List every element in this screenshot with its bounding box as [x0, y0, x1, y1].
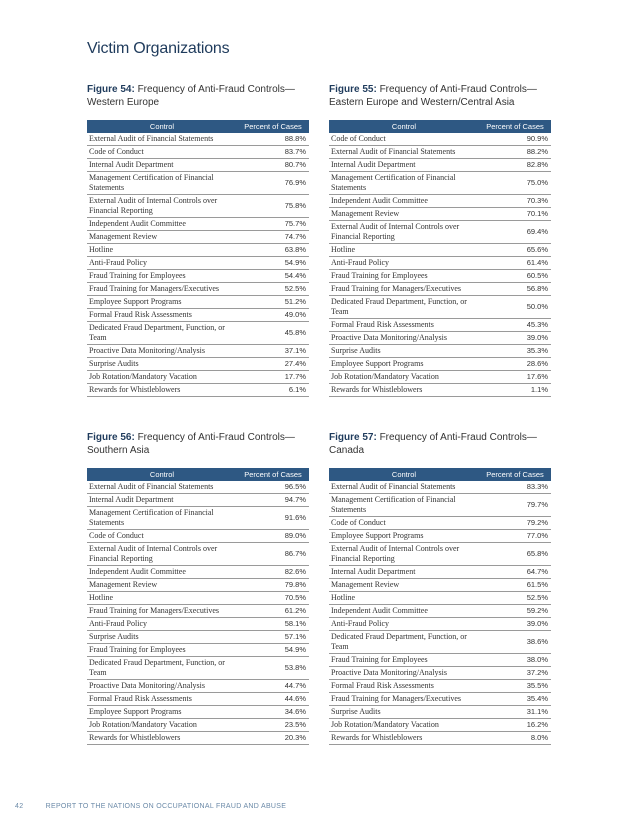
table-row	[329, 481, 551, 494]
figure-title	[329, 432, 551, 468]
page-footer	[15, 803, 286, 810]
control-cell: Formal Fraud Risk Assessments	[87, 309, 237, 322]
percent-cell: 75.8%	[237, 195, 309, 218]
control-cell: Surprise Audits	[329, 706, 479, 719]
percent-cell: 59.2%	[479, 605, 551, 618]
table-row	[329, 296, 551, 319]
control-cell: Employee Support Programs	[329, 530, 479, 543]
percent-cell: 54.9%	[237, 644, 309, 657]
table-row	[329, 732, 551, 745]
control-cell: Proactive Data Monitoring/Analysis	[329, 332, 479, 345]
control-cell: External Audit of Financial Statements	[329, 481, 479, 494]
table-row	[329, 543, 551, 566]
table-row	[87, 605, 309, 618]
table-row	[87, 218, 309, 231]
table-row	[87, 543, 309, 566]
table-row	[87, 384, 309, 397]
percent-cell: 39.0%	[479, 332, 551, 345]
control-cell: External Audit of Internal Controls over Financial Reporting	[329, 221, 479, 244]
percent-cell: 83.7%	[237, 146, 309, 159]
table-row	[329, 719, 551, 732]
figure-number: Figure 55:	[329, 84, 377, 95]
table-row	[87, 693, 309, 706]
table-row	[329, 221, 551, 244]
percent-cell: 37.1%	[237, 345, 309, 358]
percent-cell: 82.6%	[237, 566, 309, 579]
table-row	[87, 631, 309, 644]
percent-cell: 50.0%	[479, 296, 551, 319]
control-cell: Fraud Training for Managers/Executives	[87, 605, 237, 618]
control-cell: Management Certification of Financial Statements	[87, 507, 237, 530]
control-cell: Rewards for Whistleblowers	[87, 384, 237, 397]
percent-cell: 88.2%	[479, 146, 551, 159]
table-row	[329, 605, 551, 618]
percent-cell: 35.5%	[479, 680, 551, 693]
percent-cell: 70.3%	[479, 195, 551, 208]
control-cell: Surprise Audits	[87, 358, 237, 371]
percent-cell: 91.6%	[237, 507, 309, 530]
table-row	[329, 706, 551, 719]
table-row	[329, 270, 551, 283]
table-row	[87, 579, 309, 592]
percent-cell: 35.4%	[479, 693, 551, 706]
table-row	[329, 667, 551, 680]
control-cell: Management Certification of Financial Statements	[87, 172, 237, 195]
percent-cell: 45.3%	[479, 319, 551, 332]
percent-cell: 70.5%	[237, 592, 309, 605]
table-row	[87, 358, 309, 371]
percent-cell: 35.3%	[479, 345, 551, 358]
control-cell: Anti-Fraud Policy	[329, 257, 479, 270]
table-row	[87, 159, 309, 172]
control-cell: Rewards for Whistleblowers	[87, 732, 237, 745]
percent-cell: 38.6%	[479, 631, 551, 654]
control-cell: Internal Audit Department	[329, 159, 479, 172]
table-row	[87, 680, 309, 693]
control-cell: Fraud Training for Employees	[329, 654, 479, 667]
figure-caption: Frequency of Anti-Fraud Controls—Eastern Europe and Western/Central Asia	[329, 84, 537, 108]
control-cell: Formal Fraud Risk Assessments	[329, 319, 479, 332]
percent-cell: 51.2%	[237, 296, 309, 309]
table-row	[87, 566, 309, 579]
control-cell: Hotline	[87, 592, 237, 605]
percent-cell: 1.1%	[479, 384, 551, 397]
table-row	[329, 146, 551, 159]
percent-cell: 61.2%	[237, 605, 309, 618]
figure-55	[329, 84, 551, 397]
table-row	[329, 680, 551, 693]
percent-cell: 69.4%	[479, 221, 551, 244]
percent-cell: 60.5%	[479, 270, 551, 283]
control-cell: Code of Conduct	[87, 146, 237, 159]
control-cell: Surprise Audits	[87, 631, 237, 644]
control-cell: Hotline	[329, 592, 479, 605]
control-cell: Independent Audit Committee	[87, 566, 237, 579]
percent-cell: 63.8%	[237, 244, 309, 257]
table-row	[87, 322, 309, 345]
control-cell: Independent Audit Committee	[87, 218, 237, 231]
table-row	[329, 332, 551, 345]
table-row	[329, 133, 551, 146]
percent-cell: 20.3%	[237, 732, 309, 745]
control-cell: Independent Audit Committee	[329, 605, 479, 618]
control-cell: Dedicated Fraud Department, Function, or Team	[329, 631, 479, 654]
percent-cell: 17.6%	[479, 371, 551, 384]
control-cell: Rewards for Whistleblowers	[329, 732, 479, 745]
control-cell: Fraud Training for Employees	[87, 270, 237, 283]
column-header-percent: Percent of Cases	[237, 468, 309, 481]
table-row	[87, 719, 309, 732]
table-row	[87, 244, 309, 257]
control-cell: Rewards for Whistleblowers	[329, 384, 479, 397]
column-header-percent: Percent of Cases	[479, 120, 551, 133]
table-row	[87, 270, 309, 283]
table-row	[87, 644, 309, 657]
table-row	[329, 172, 551, 195]
control-cell: Code of Conduct	[329, 517, 479, 530]
percent-cell: 52.5%	[479, 592, 551, 605]
percent-cell: 75.7%	[237, 218, 309, 231]
percent-cell: 75.0%	[479, 172, 551, 195]
percent-cell: 8.0%	[479, 732, 551, 745]
table-row	[329, 631, 551, 654]
control-cell: Anti-Fraud Policy	[329, 618, 479, 631]
control-cell: Internal Audit Department	[87, 494, 237, 507]
figure-number: Figure 57:	[329, 432, 377, 443]
page-number: 42	[15, 803, 24, 810]
percent-cell: 61.5%	[479, 579, 551, 592]
table-row	[87, 618, 309, 631]
control-cell: Independent Audit Committee	[329, 195, 479, 208]
control-cell: Proactive Data Monitoring/Analysis	[87, 345, 237, 358]
controls-table	[329, 120, 551, 397]
table-row	[329, 566, 551, 579]
table-row	[87, 195, 309, 218]
table-row	[87, 530, 309, 543]
control-cell: External Audit of Internal Controls over Financial Reporting	[87, 195, 237, 218]
table-row	[87, 172, 309, 195]
percent-cell: 65.6%	[479, 244, 551, 257]
table-row	[329, 257, 551, 270]
percent-cell: 83.3%	[479, 481, 551, 494]
percent-cell: 39.0%	[479, 618, 551, 631]
table-row	[329, 654, 551, 667]
percent-cell: 44.7%	[237, 680, 309, 693]
control-cell: Code of Conduct	[87, 530, 237, 543]
page-title: Victim Organizations	[87, 40, 230, 57]
table-row	[87, 146, 309, 159]
figure-title	[329, 84, 551, 120]
table-row	[329, 208, 551, 221]
percent-cell: 45.8%	[237, 322, 309, 345]
percent-cell: 53.8%	[237, 657, 309, 680]
percent-cell: 74.7%	[237, 231, 309, 244]
control-cell: Code of Conduct	[329, 133, 479, 146]
percent-cell: 34.6%	[237, 706, 309, 719]
percent-cell: 82.8%	[479, 159, 551, 172]
control-cell: Hotline	[329, 244, 479, 257]
figure-57	[329, 432, 551, 745]
table-row	[87, 494, 309, 507]
table-row	[329, 244, 551, 257]
control-cell: Anti-Fraud Policy	[87, 618, 237, 631]
control-cell: External Audit of Internal Controls over Financial Reporting	[87, 543, 237, 566]
controls-table	[87, 120, 309, 397]
control-cell: Surprise Audits	[329, 345, 479, 358]
control-cell: Fraud Training for Managers/Executives	[329, 693, 479, 706]
table-row	[329, 517, 551, 530]
percent-cell: 94.7%	[237, 494, 309, 507]
percent-cell: 23.5%	[237, 719, 309, 732]
table-row	[87, 133, 309, 146]
footer-text: REPORT TO THE NATIONS ON OCCUPATIONAL FRAUD AND ABUSE	[45, 803, 287, 810]
controls-table	[329, 468, 551, 745]
control-cell: Fraud Training for Employees	[329, 270, 479, 283]
control-cell: Management Certification of Financial Statements	[329, 494, 479, 517]
percent-cell: 57.1%	[237, 631, 309, 644]
table-row	[87, 592, 309, 605]
figure-caption: Frequency of Anti-Fraud Controls—Southern Asia	[87, 432, 295, 456]
table-row	[329, 345, 551, 358]
control-cell: Fraud Training for Employees	[87, 644, 237, 657]
percent-cell: 88.8%	[237, 133, 309, 146]
control-cell: Dedicated Fraud Department, Function, or Team	[87, 322, 237, 345]
table-row	[87, 231, 309, 244]
figure-title	[87, 432, 309, 468]
control-cell: Anti-Fraud Policy	[87, 257, 237, 270]
control-cell: Management Certification of Financial Statements	[329, 172, 479, 195]
table-row	[87, 706, 309, 719]
column-header-control: Control	[87, 120, 237, 133]
table-row	[329, 494, 551, 517]
percent-cell: 37.2%	[479, 667, 551, 680]
table-row	[329, 384, 551, 397]
control-cell: Management Review	[87, 231, 237, 244]
control-cell: Fraud Training for Managers/Executives	[87, 283, 237, 296]
control-cell: External Audit of Internal Controls over Financial Reporting	[329, 543, 479, 566]
percent-cell: 76.9%	[237, 172, 309, 195]
table-row	[329, 592, 551, 605]
table-row	[329, 618, 551, 631]
table-row	[329, 371, 551, 384]
percent-cell: 27.4%	[237, 358, 309, 371]
control-cell: Job Rotation/Mandatory Vacation	[87, 371, 237, 384]
controls-table	[87, 468, 309, 745]
table-row	[87, 657, 309, 680]
control-cell: External Audit of Financial Statements	[87, 133, 237, 146]
percent-cell: 79.8%	[237, 579, 309, 592]
percent-cell: 54.4%	[237, 270, 309, 283]
table-row	[329, 579, 551, 592]
table-row	[87, 309, 309, 322]
control-cell: Employee Support Programs	[329, 358, 479, 371]
percent-cell: 17.7%	[237, 371, 309, 384]
control-cell: Dedicated Fraud Department, Function, or Team	[329, 296, 479, 319]
control-cell: Job Rotation/Mandatory Vacation	[329, 371, 479, 384]
percent-cell: 64.7%	[479, 566, 551, 579]
table-row	[87, 257, 309, 270]
percent-cell: 90.9%	[479, 133, 551, 146]
control-cell: Formal Fraud Risk Assessments	[329, 680, 479, 693]
table-row	[329, 693, 551, 706]
percent-cell: 70.1%	[479, 208, 551, 221]
control-cell: Dedicated Fraud Department, Function, or Team	[87, 657, 237, 680]
percent-cell: 80.7%	[237, 159, 309, 172]
table-row	[87, 283, 309, 296]
control-cell: External Audit of Financial Statements	[329, 146, 479, 159]
percent-cell: 77.0%	[479, 530, 551, 543]
column-header-percent: Percent of Cases	[479, 468, 551, 481]
percent-cell: 79.2%	[479, 517, 551, 530]
control-cell: Employee Support Programs	[87, 296, 237, 309]
table-row	[329, 530, 551, 543]
percent-cell: 56.8%	[479, 283, 551, 296]
control-cell: Internal Audit Department	[87, 159, 237, 172]
figure-number: Figure 54:	[87, 84, 135, 95]
control-cell: Management Review	[87, 579, 237, 592]
figure-56	[87, 432, 309, 745]
figure-caption: Frequency of Anti-Fraud Controls—Canada	[329, 432, 537, 456]
figure-number: Figure 56:	[87, 432, 135, 443]
percent-cell: 54.9%	[237, 257, 309, 270]
figure-54	[87, 84, 309, 397]
table-row	[329, 159, 551, 172]
column-header-control: Control	[87, 468, 237, 481]
percent-cell: 31.1%	[479, 706, 551, 719]
table-row	[329, 358, 551, 371]
control-cell: Job Rotation/Mandatory Vacation	[329, 719, 479, 732]
percent-cell: 65.8%	[479, 543, 551, 566]
percent-cell: 61.4%	[479, 257, 551, 270]
percent-cell: 38.0%	[479, 654, 551, 667]
figure-title	[87, 84, 309, 120]
table-row	[329, 319, 551, 332]
table-row	[87, 732, 309, 745]
table-row	[87, 507, 309, 530]
table-row	[329, 195, 551, 208]
figure-caption: Frequency of Anti-Fraud Controls—Western Europe	[87, 84, 295, 108]
control-cell: Proactive Data Monitoring/Analysis	[87, 680, 237, 693]
control-cell: Management Review	[329, 208, 479, 221]
control-cell: Formal Fraud Risk Assessments	[87, 693, 237, 706]
column-header-control: Control	[329, 468, 479, 481]
percent-cell: 6.1%	[237, 384, 309, 397]
control-cell: Employee Support Programs	[87, 706, 237, 719]
percent-cell: 44.6%	[237, 693, 309, 706]
percent-cell: 58.1%	[237, 618, 309, 631]
percent-cell: 16.2%	[479, 719, 551, 732]
percent-cell: 86.7%	[237, 543, 309, 566]
percent-cell: 79.7%	[479, 494, 551, 517]
control-cell: Internal Audit Department	[329, 566, 479, 579]
control-cell: External Audit of Financial Statements	[87, 481, 237, 494]
table-row	[87, 296, 309, 309]
percent-cell: 28.6%	[479, 358, 551, 371]
control-cell: Management Review	[329, 579, 479, 592]
control-cell: Hotline	[87, 244, 237, 257]
control-cell: Proactive Data Monitoring/Analysis	[329, 667, 479, 680]
control-cell: Job Rotation/Mandatory Vacation	[87, 719, 237, 732]
table-row	[87, 345, 309, 358]
column-header-percent: Percent of Cases	[237, 120, 309, 133]
percent-cell: 89.0%	[237, 530, 309, 543]
table-row	[87, 481, 309, 494]
table-row	[329, 283, 551, 296]
percent-cell: 52.5%	[237, 283, 309, 296]
percent-cell: 49.0%	[237, 309, 309, 322]
column-header-control: Control	[329, 120, 479, 133]
table-row	[87, 371, 309, 384]
control-cell: Fraud Training for Managers/Executives	[329, 283, 479, 296]
percent-cell: 96.5%	[237, 481, 309, 494]
